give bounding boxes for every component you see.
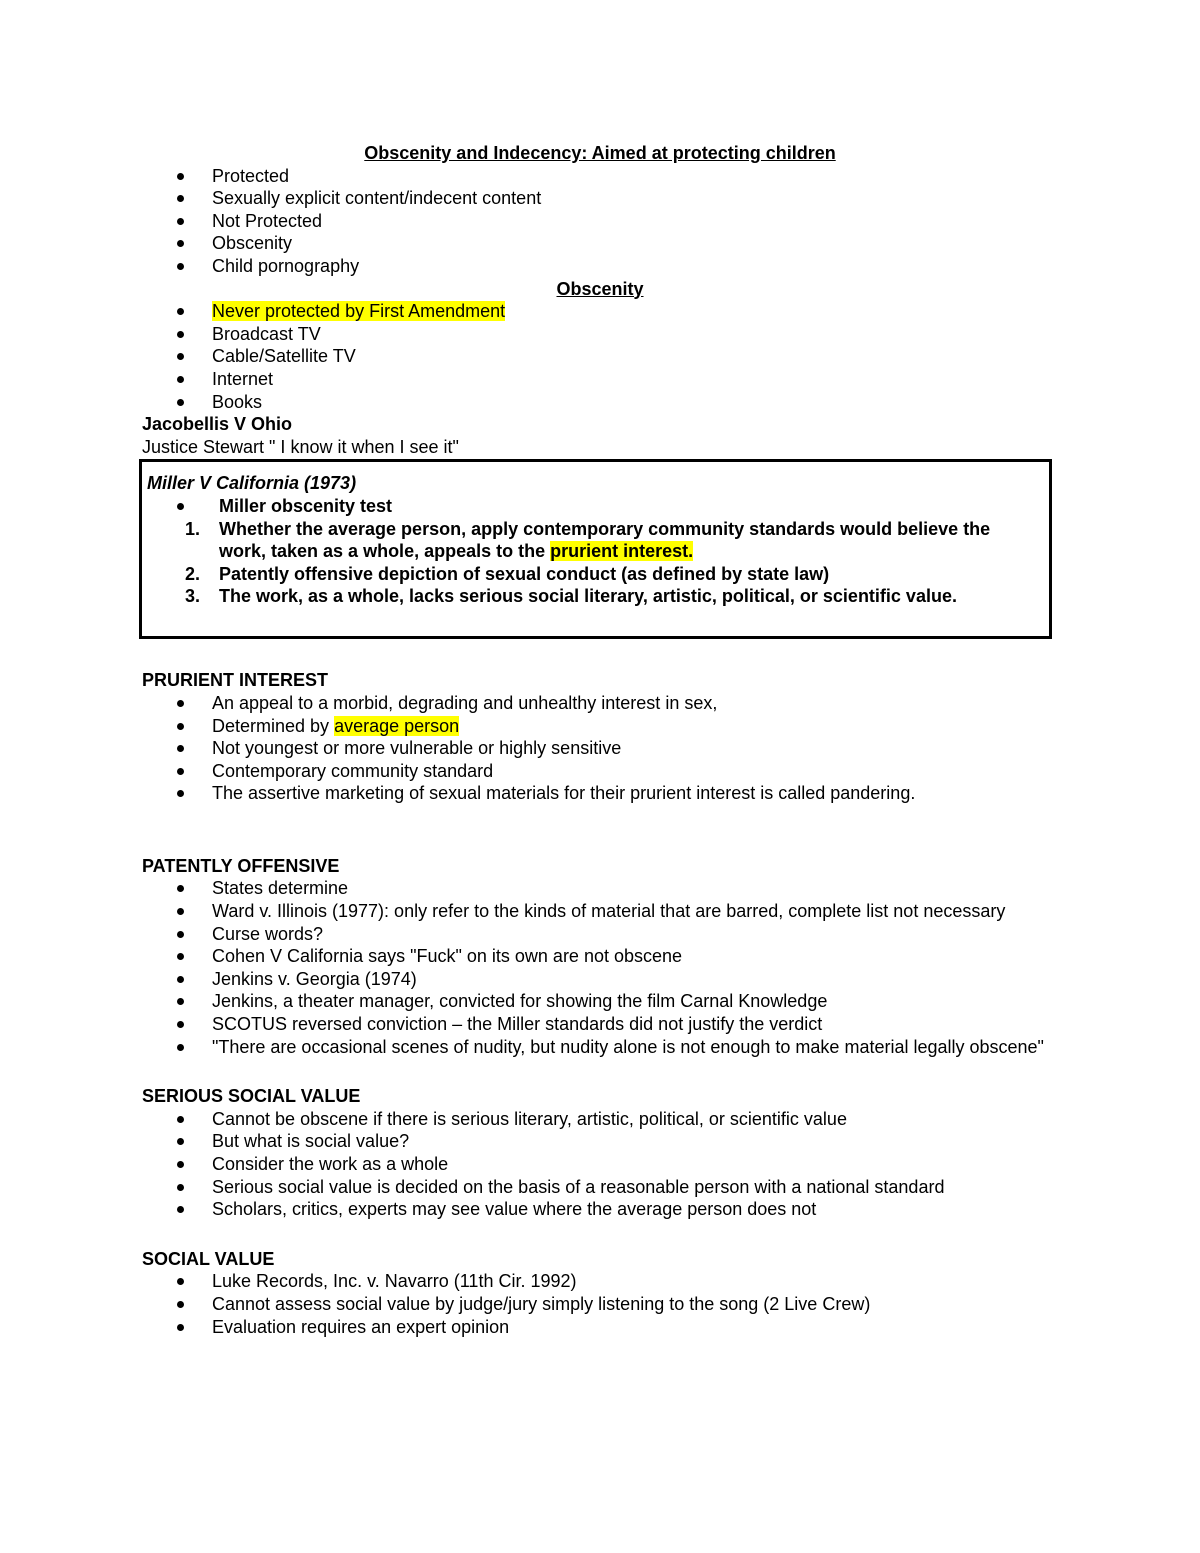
jacobellis-quote: Justice Stewart " I know it when I see it" bbox=[142, 436, 459, 457]
social-value-heading: SOCIAL VALUE bbox=[142, 1248, 275, 1269]
list-item: Jenkins v. Georgia (1974) bbox=[142, 968, 1058, 991]
list-item: Contemporary community standard bbox=[142, 760, 1058, 783]
social-value-list bbox=[142, 1270, 1058, 1338]
spacer bbox=[142, 1221, 1058, 1248]
prurient-list bbox=[142, 692, 1058, 805]
item-number: 2. bbox=[185, 563, 201, 584]
list-item: Not Protected bbox=[142, 210, 1058, 233]
highlighted-text: average person bbox=[334, 715, 460, 736]
obscenity-list bbox=[142, 300, 1058, 413]
highlighted-text: prurient interest. bbox=[550, 541, 694, 562]
item-text: Determined by bbox=[212, 715, 335, 736]
list-item: An appeal to a morbid, degrading and unhealthy interest in sex, bbox=[142, 692, 1058, 715]
serious-social-heading: SERIOUS SOCIAL VALUE bbox=[142, 1086, 361, 1107]
list-item: Miller obscenity test bbox=[147, 495, 1041, 518]
list-item: But what is social value? bbox=[142, 1130, 1058, 1153]
miller-bullet-list bbox=[147, 495, 1041, 518]
patently-heading: PATENTLY OFFENSIVE bbox=[142, 855, 340, 876]
document-title: Obscenity and Indecency: Aimed at protecting children bbox=[364, 143, 836, 163]
prurient-heading: PRURIENT INTEREST bbox=[142, 670, 329, 691]
list-item: Cannot be obscene if there is serious literary, artistic, political, or scientific value bbox=[142, 1108, 1058, 1131]
miller-test-item bbox=[147, 585, 1041, 608]
list-item: Obscenity bbox=[142, 232, 1058, 255]
highlighted-text: Never protected by First Amendment bbox=[212, 301, 506, 322]
list-item: "There are occasional scenes of nudity, but nudity alone is not enough to make material legally obscene" bbox=[142, 1036, 1058, 1059]
item-number: 1. bbox=[185, 518, 201, 539]
list-item: Child pornography bbox=[142, 255, 1058, 278]
list-item: Sexually explicit content/indecent content bbox=[142, 187, 1058, 210]
list-item: Consider the work as a whole bbox=[142, 1153, 1058, 1176]
spacer bbox=[142, 639, 1058, 669]
obscenity-heading: Obscenity bbox=[556, 278, 644, 299]
miller-test-list bbox=[147, 518, 1041, 608]
list-item: Protected bbox=[142, 165, 1058, 188]
list-item: Broadcast TV bbox=[142, 323, 1058, 346]
list-item bbox=[142, 715, 1058, 738]
miller-test-item bbox=[147, 518, 1041, 563]
serious-social-list bbox=[142, 1108, 1058, 1221]
item-text: Whether the average person, apply contemporary community standards would believe the work, taken as a whole, appeals to the bbox=[219, 518, 991, 562]
list-item: Curse words? bbox=[142, 923, 1058, 946]
list-item: Cannot assess social value by judge/jury simply listening to the song (2 Live Crew) bbox=[142, 1293, 1058, 1316]
list-item: The assertive marketing of sexual materials for their prurient interest is called pandering. bbox=[142, 782, 1058, 805]
list-item: Not youngest or more vulnerable or highly sensitive bbox=[142, 737, 1058, 760]
list-item: Serious social value is decided on the basis of a reasonable person with a national standard bbox=[142, 1176, 1058, 1199]
document-page bbox=[142, 142, 1058, 1338]
item-number: 3. bbox=[185, 586, 201, 607]
item-text: The work, as a whole, lacks serious social literary, artistic, political, or scientific value. bbox=[219, 586, 957, 607]
spacer bbox=[142, 805, 1058, 855]
list-item: Evaluation requires an expert opinion bbox=[142, 1316, 1058, 1339]
list-item: Luke Records, Inc. v. Navarro (11th Cir. 1992) bbox=[142, 1270, 1058, 1293]
list-item: Cable/Satellite TV bbox=[142, 345, 1058, 368]
list-item: States determine bbox=[142, 877, 1058, 900]
list-item: Books bbox=[142, 391, 1058, 414]
spacer bbox=[142, 1058, 1058, 1085]
list-item bbox=[142, 300, 1058, 323]
list-item: Cohen V California says "Fuck" on its own are not obscene bbox=[142, 945, 1058, 968]
list-item: SCOTUS reversed conviction – the Miller standards did not justify the verdict bbox=[142, 1013, 1058, 1036]
item-text: Patently offensive depiction of sexual conduct (as defined by state law) bbox=[219, 563, 830, 584]
list-item: Internet bbox=[142, 368, 1058, 391]
miller-box bbox=[139, 459, 1052, 639]
jacobellis-case: Jacobellis V Ohio bbox=[142, 414, 293, 435]
intro-list bbox=[142, 165, 1058, 278]
patently-list bbox=[142, 877, 1058, 1058]
list-item: Jenkins, a theater manager, convicted for showing the film Carnal Knowledge bbox=[142, 990, 1058, 1013]
list-item: Scholars, critics, experts may see value where the average person does not bbox=[142, 1198, 1058, 1221]
list-item: Ward v. Illinois (1977): only refer to the kinds of material that are barred, complete list not necessary bbox=[142, 900, 1058, 923]
miller-test-item bbox=[147, 563, 1041, 586]
miller-case-title: Miller V California (1973) bbox=[147, 473, 357, 494]
